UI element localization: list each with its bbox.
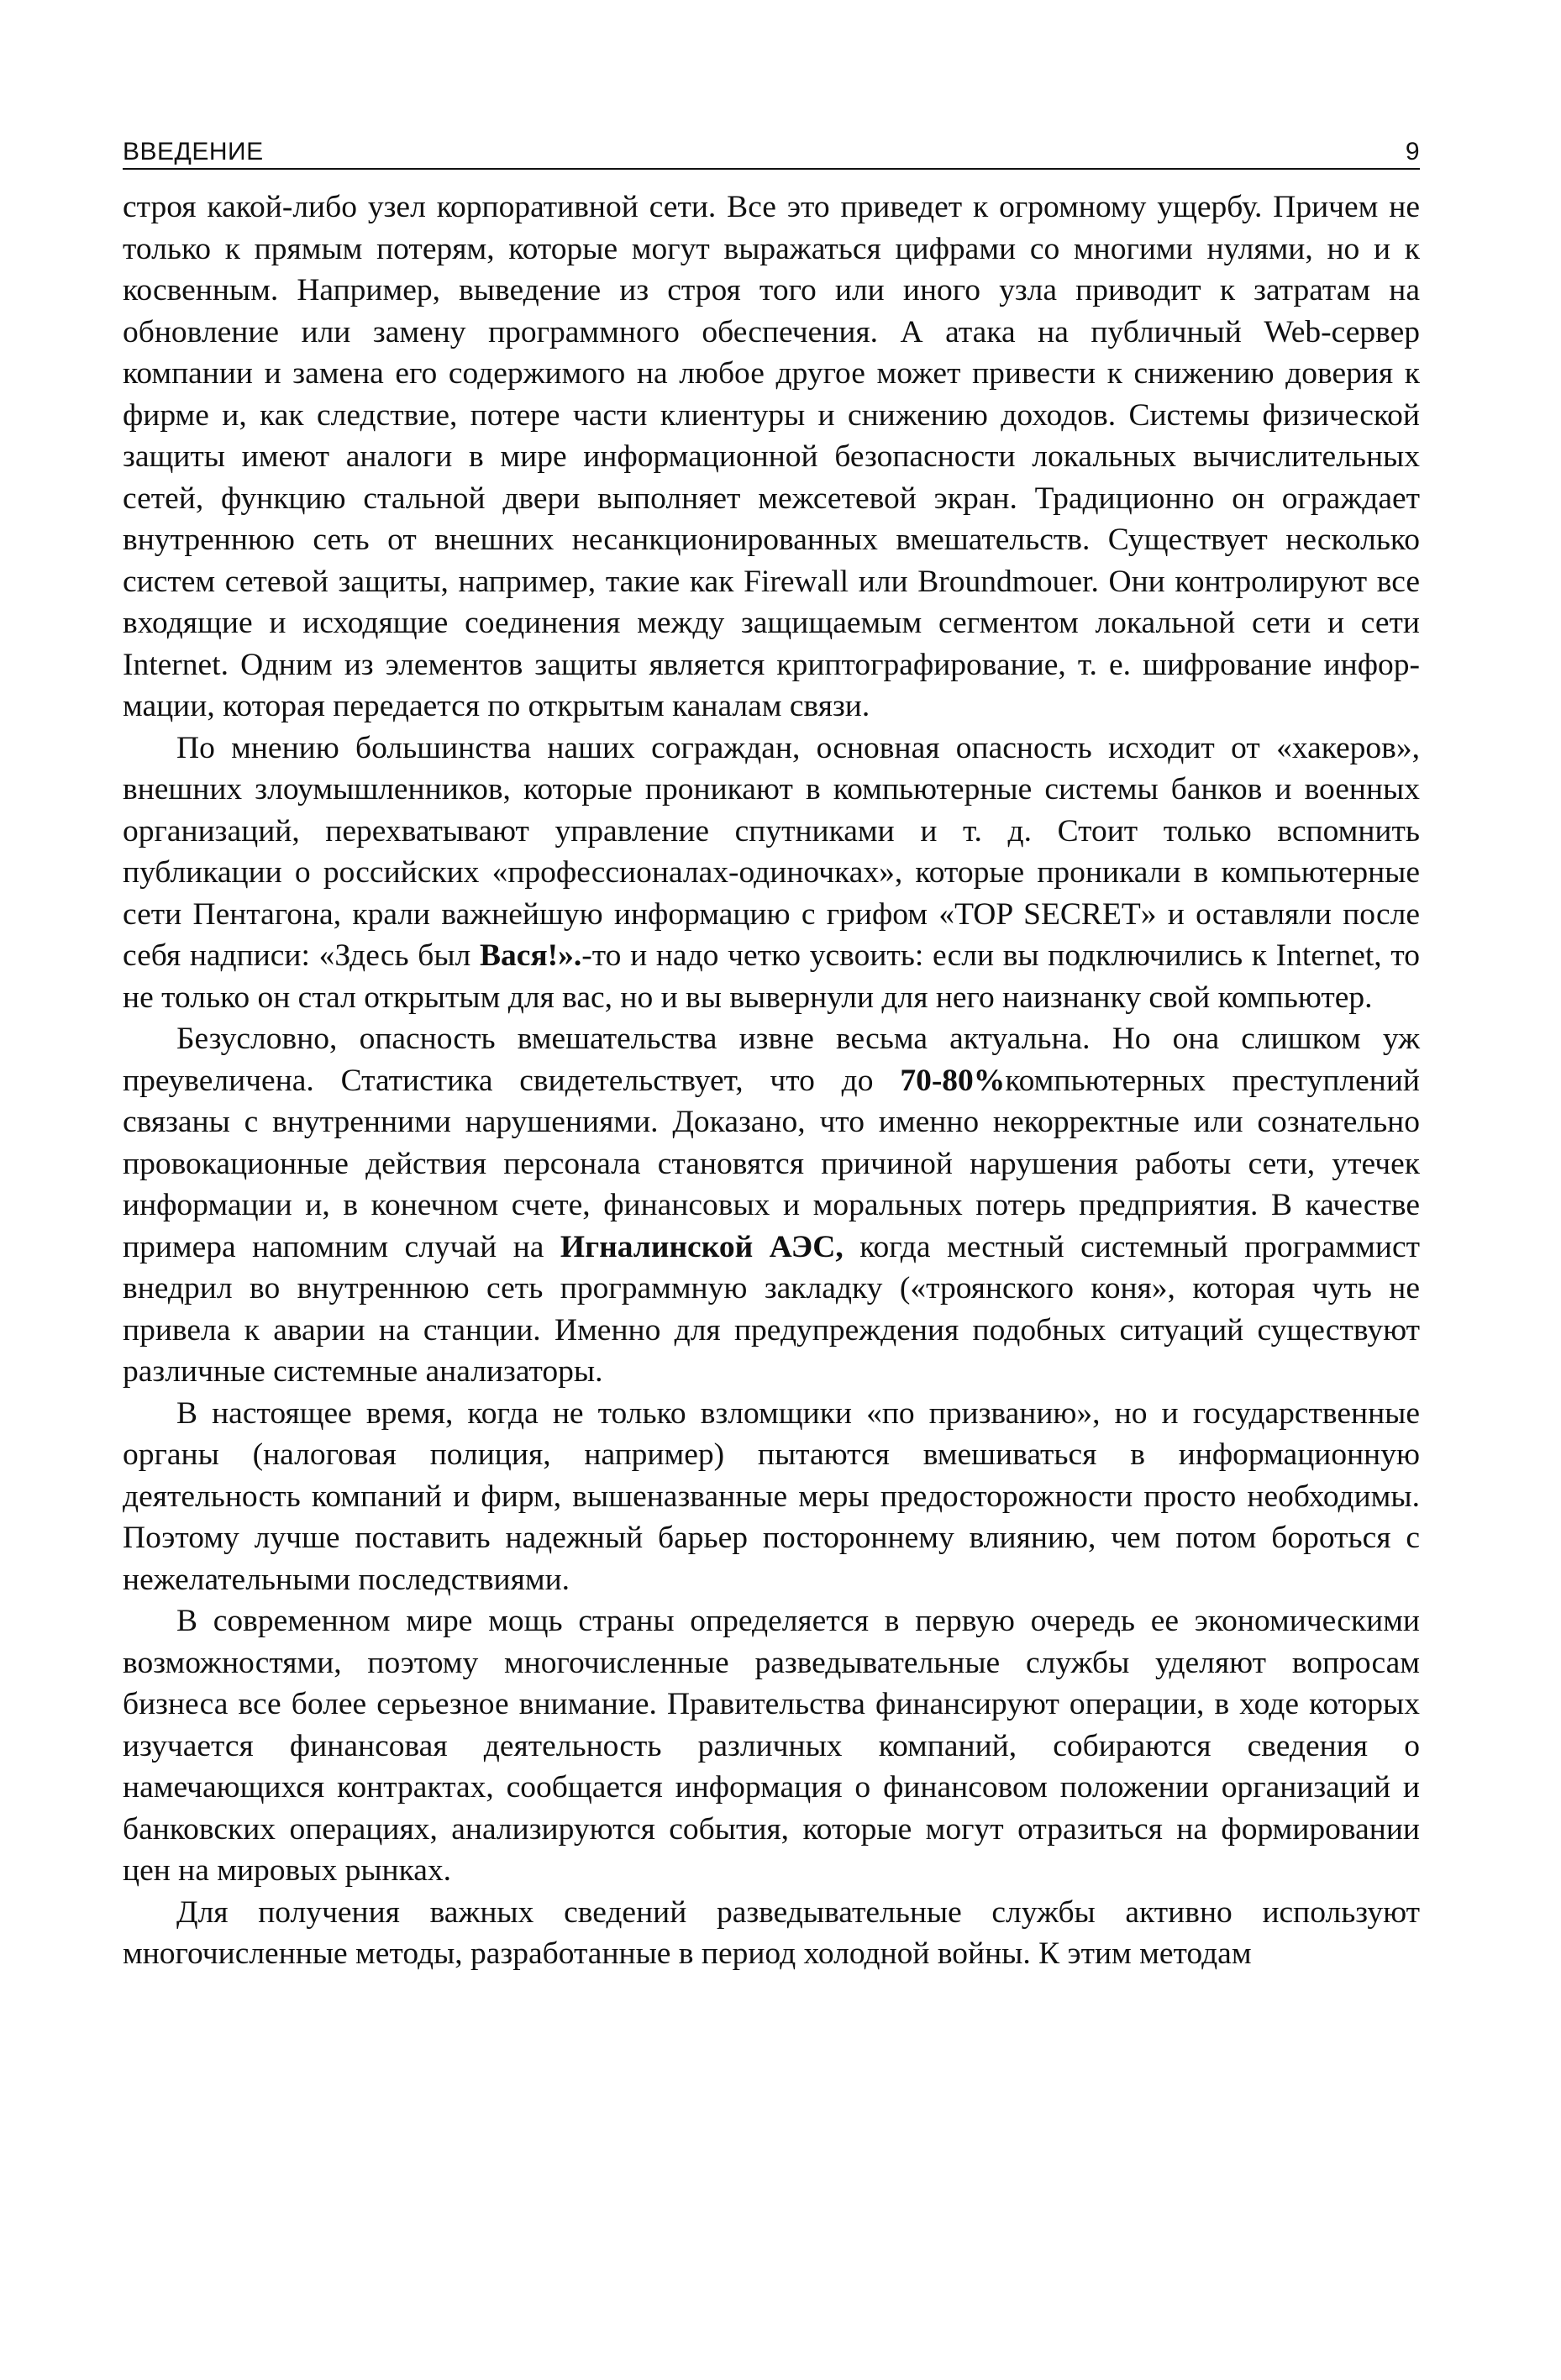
- paragraph-2-text-after: -то и надо четко усвоить: если вы подключились к Internet, то не только он стал открытым для вас, но и вы вывернули для него наизнанку свой компьютер.: [123, 938, 1420, 1015]
- running-header: [123, 126, 1420, 170]
- paragraph-3-text-after-2: когда местный системный программист внедрил во внутреннюю сеть программную закладку («троянского коня», которая чуть не привела к аварии на станции. Именно для предупреждения подобных ситуаций существуют различные системные анализаторы.: [123, 1229, 1420, 1389]
- paragraph-2-emphasis: Вася!».: [479, 938, 582, 973]
- paragraph-5: В современном мире мощь страны определяется в первую очередь ее экономическими возможностями, поэтому многочисленные разведывательные службы уделяют вопросам бизнеса все более серьезное внимание. Правительства финансируют операции, в ходе которых изучается финансовая деятельность различных компаний, собираются сведения о намечающихся контрактах, сообщается информация о финансовом положении организаций и банковских операциях, анализируются события, которые могут отразиться на формировании цен на мировых рынках.: [123, 1604, 1420, 1888]
- paragraph-3-emphasis-2: Игналинской АЭС,: [560, 1229, 844, 1264]
- paragraph-4: В настоящее время, когда не только взломщики «по призванию», но и государственные органы (налоговая полиция, например) пытаются вмешиваться в информационную деятельность компаний и фирм, вышеназванные меры предосторожности просто необходимы. Поэтому лучше поставить надежный барьер постороннему влиянию, чем потом бороться с нежелательными последствиями.: [123, 1395, 1420, 1597]
- page-number: 9: [1401, 138, 1420, 166]
- paragraph-6: Для получения важных сведений разведывательные службы активно используют многочисленные методы, разработанные в период холодной войны. К этим методам: [123, 1894, 1420, 1971]
- paragraph-2: [123, 728, 1420, 1019]
- paragraph-3-text-before: Безусловно, опасность вмешательства извне весьма актуальна. Но она слишком уж преувеличена. Статистика свидетельствует, что до: [123, 1022, 1420, 1098]
- paragraph-3-text-after: компьютерных преступлений связаны с внутренними нарушениями. Доказано, что именно некорректные или сознательно провокационные действия персонала становятся причиной нарушения работы сети, утечек информации и, в конечном счете, финансовых и моральных потерь предприятия. В качестве примера напомним случай на: [123, 1063, 1420, 1264]
- paragraph-3-emphasis: 70-80%: [900, 1063, 1006, 1098]
- body-text: [123, 187, 1420, 1975]
- paragraph-3: [123, 1018, 1420, 1393]
- paragraph-2-text-before: По мнению большинства наших сограждан, основная опасность исходит от «хакеров», внешних злоумышленников, которые проникают в компьютерные системы банков и военных организаций, перехватывают управление спутниками и т. д. Стоит только вспомнить публикации о российских «профессионалах-одиночках», которые проникали в компьютерные сети Пентагона, крали важнейшую информацию с грифом «TOP SECRET» и оставляли после себя надписи: «Здесь был: [123, 730, 1420, 973]
- section-title: ВВЕДЕНИЕ: [123, 138, 269, 166]
- paragraph-1: строя какой-либо узел корпоративной сети. Все это приведет к огромному ущербу. Причем не только к прямым потерям, которые могут выражаться цифрами со многими нулями, но и к косвенным. Например, выведение из строя того или иного узла приводит к затратам на обновление или замену программного обеспечения. А атака на публичный Web-сервер компании и замена его содержимого на любое другое может привести к снижению доверия к фирме и, как следствие, потере части клиентуры и снижению доходов. Системы физической защиты имеют аналоги в мире информационной безопасности локальных вычислительных сетей, функцию стальной двери выполняет межсетевой экран. Традиционно он ограждает внутреннюю сеть от внешних несанкционированных вмешательств. Существует несколько систем сетевой защиты, например, такие как Firewall или Broundmouer. Они контролируют все входящие и исходящие соединения между защищаемым сегментом локальной сети и сети Internet. Одним из элементов защиты является криптографирование, т. е. шифрование информации, которая передается по открытым каналам связи.: [123, 190, 1420, 723]
